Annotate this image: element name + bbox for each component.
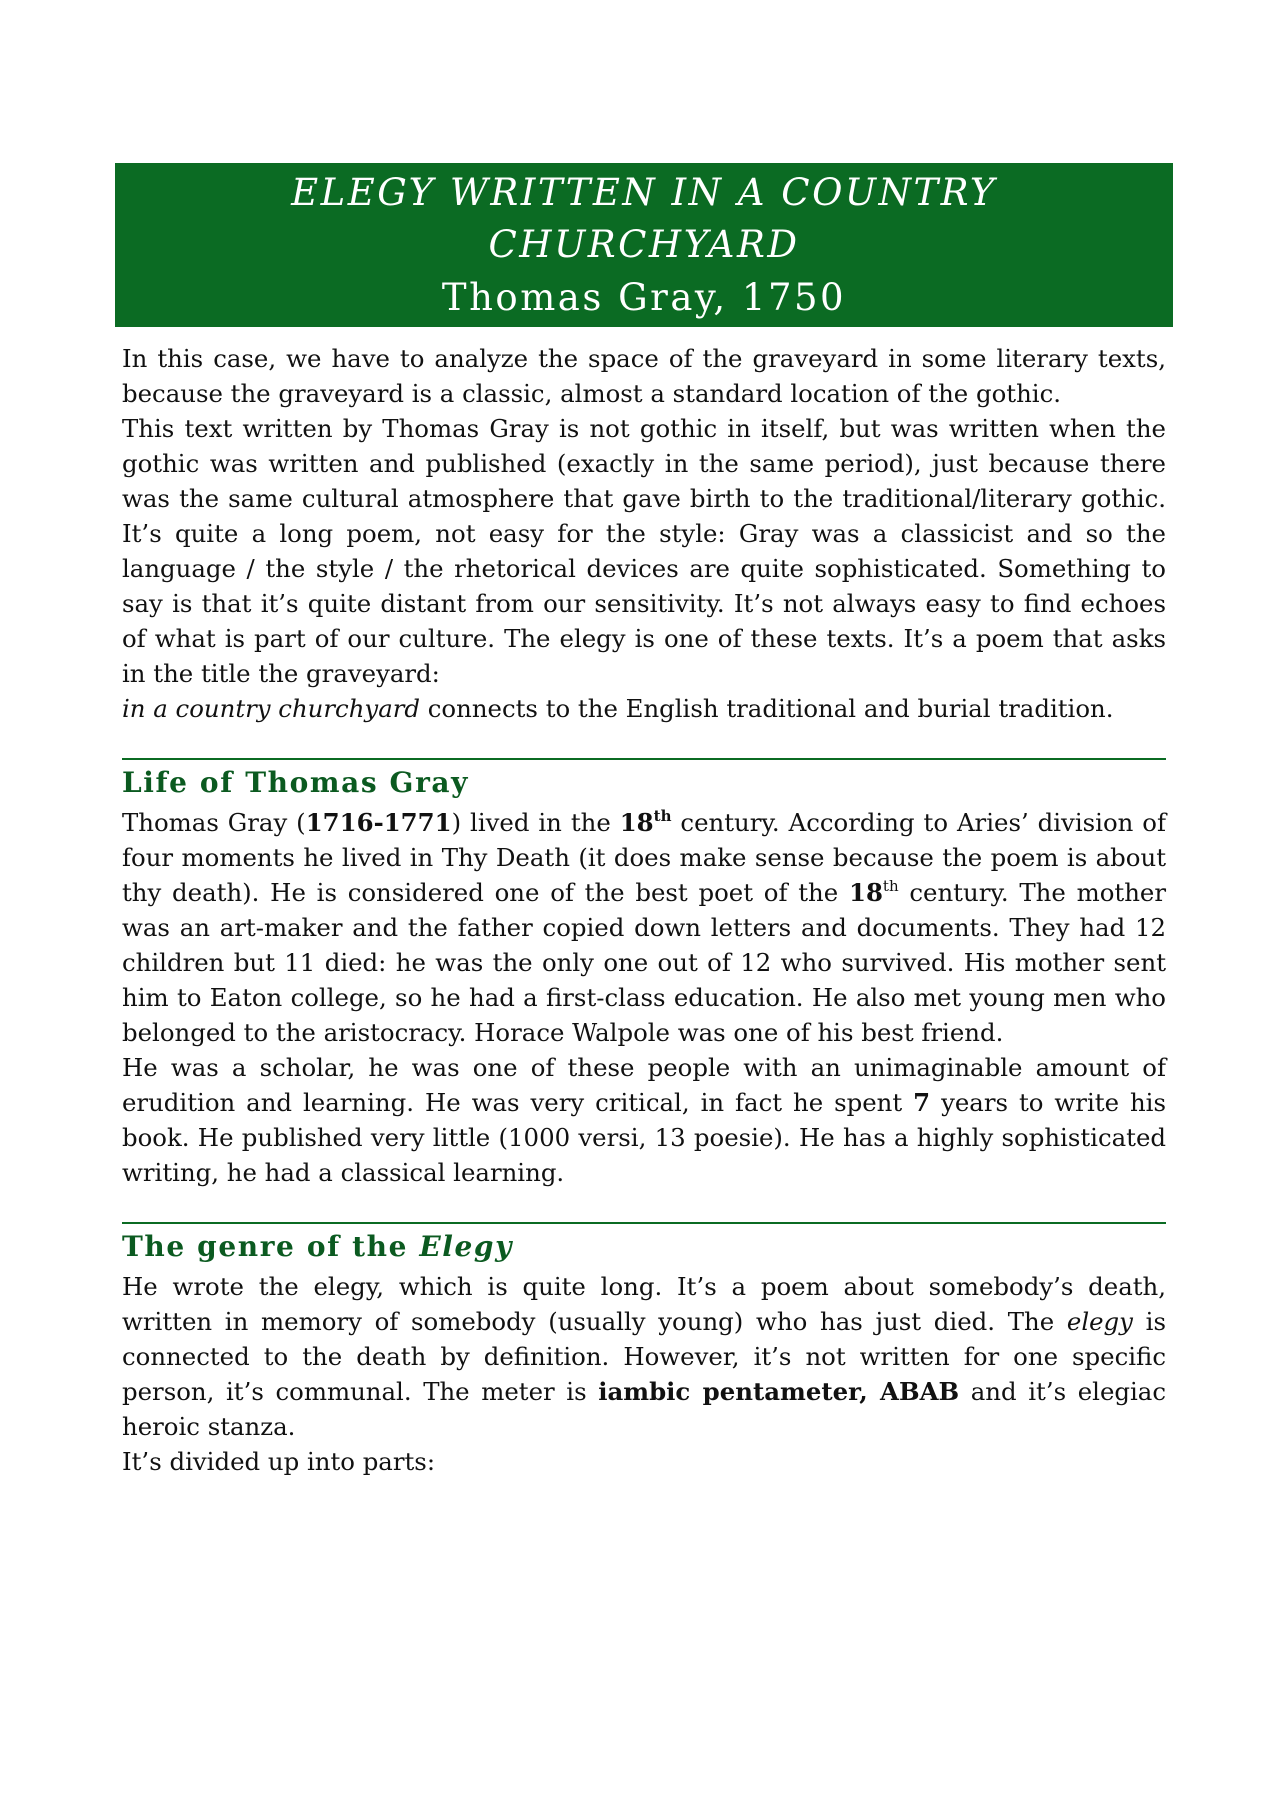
life-text-2: ) lived in the: [451, 808, 620, 837]
genre-text-2: is connected to the death by definition. However, it’s not written for one specific person, it’s communal. The meter is: [122, 1307, 1166, 1406]
section-divider: [122, 1222, 1166, 1224]
genre-paragraph-2: It’s divided up into parts:: [122, 1447, 436, 1476]
life-century-suffix: th: [653, 807, 672, 825]
intro-paragraph-2: This text written by Thomas Gray is not gothic in itself, but was written when the gothic was written and published (exactly in the same period), just because there was the same cultural atmosphere that gave birth to the traditional/literary gothic. It’s quite a long poem, not easy for the style: Gray was a classicist and so the language / the style / the rhetorical devices are quite sophisticated. Something to say is that it’s quite distant from our sensitivity. It’s not always easy to find echoes of what is part of our culture. The elegy is one of these texts. It’s a poem that asks in the title the graveyard:: [122, 414, 1166, 688]
genre-heading-text: The genre of the: [122, 1230, 420, 1263]
section-heading-life: Life of Thomas Gray: [122, 766, 470, 799]
title-author: Thomas Gray, 1750: [441, 276, 847, 319]
life-century-number-2: 18: [848, 878, 883, 907]
title-line-1: ELEGY WRITTEN IN A COUNTRY: [291, 171, 997, 214]
genre-heading-italic: Elegy: [419, 1230, 513, 1263]
genre-paragraph-1: [122, 1269, 1166, 1444]
genre-text-1: He wrote the elegy, which is quite long. It’s a poem about somebody’s death, written in memory of somebody (usually young) who has just died. The: [122, 1272, 1166, 1336]
spacer: [122, 726, 1166, 758]
life-dates: 1716-1771: [305, 808, 452, 837]
life-years-count: 7: [913, 1088, 931, 1117]
life-paragraph-2: [122, 1050, 1166, 1190]
intro-paragraph-1: In this case, we have to analyze the space of the graveyard in some literary texts, because the graveyard is a classic, almost a standard location of the gothic.: [122, 344, 1166, 408]
life-century-number: 18: [619, 808, 654, 837]
document-body: [122, 341, 1166, 1479]
title-banner: [115, 163, 1173, 327]
section-heading-genre: [122, 1227, 1166, 1267]
intro-paragraph-3: [122, 691, 1166, 726]
life-century-suffix-2: th: [882, 877, 899, 895]
life-p2-text-1: He was a scholar, he was one of these people with an unimaginable amount of erudition and learning. He was very critical, in fact he spent: [122, 1053, 1166, 1117]
life-paragraph-1: [122, 805, 1166, 1050]
life-text-4: century. The mother was an art-maker and the father copied down letters and documents. They had 12 children but 11 died: he was the only one out of 12 who survived. His mother sent him to Eaton college, so he had a first-class education. He also met young men who belonged to the aristocracy. Horace Walpole was one of his best friend.: [122, 878, 1166, 1047]
spacer: [122, 1190, 1166, 1222]
genre-text-3: and it’s elegiac heroic stanza.: [122, 1377, 1166, 1441]
section-divider: [122, 758, 1166, 760]
life-text-3: century. According to Aries’ division of four moments he lived in Thy Death (it does make sense because the poem is about thy death). He is considered one of the best poet of the: [122, 808, 1166, 907]
intro-paragraph-3-text: connects to the English traditional and burial tradition.: [420, 694, 1114, 723]
life-p2-text-2: years to write his book. He published very little (1000 versi, 13 poesie). He has a highly sophisticated writing, he had a classical learning.: [122, 1088, 1166, 1187]
title-line-2: CHURCHYARD: [488, 223, 800, 266]
genre-italic-term: elegy: [1066, 1307, 1133, 1336]
genre-meter: iambic pentameter, ABAB: [598, 1377, 960, 1406]
life-text-1: Thomas Gray (: [122, 808, 306, 837]
intro-italic-phrase: in a country churchyard: [122, 694, 421, 723]
